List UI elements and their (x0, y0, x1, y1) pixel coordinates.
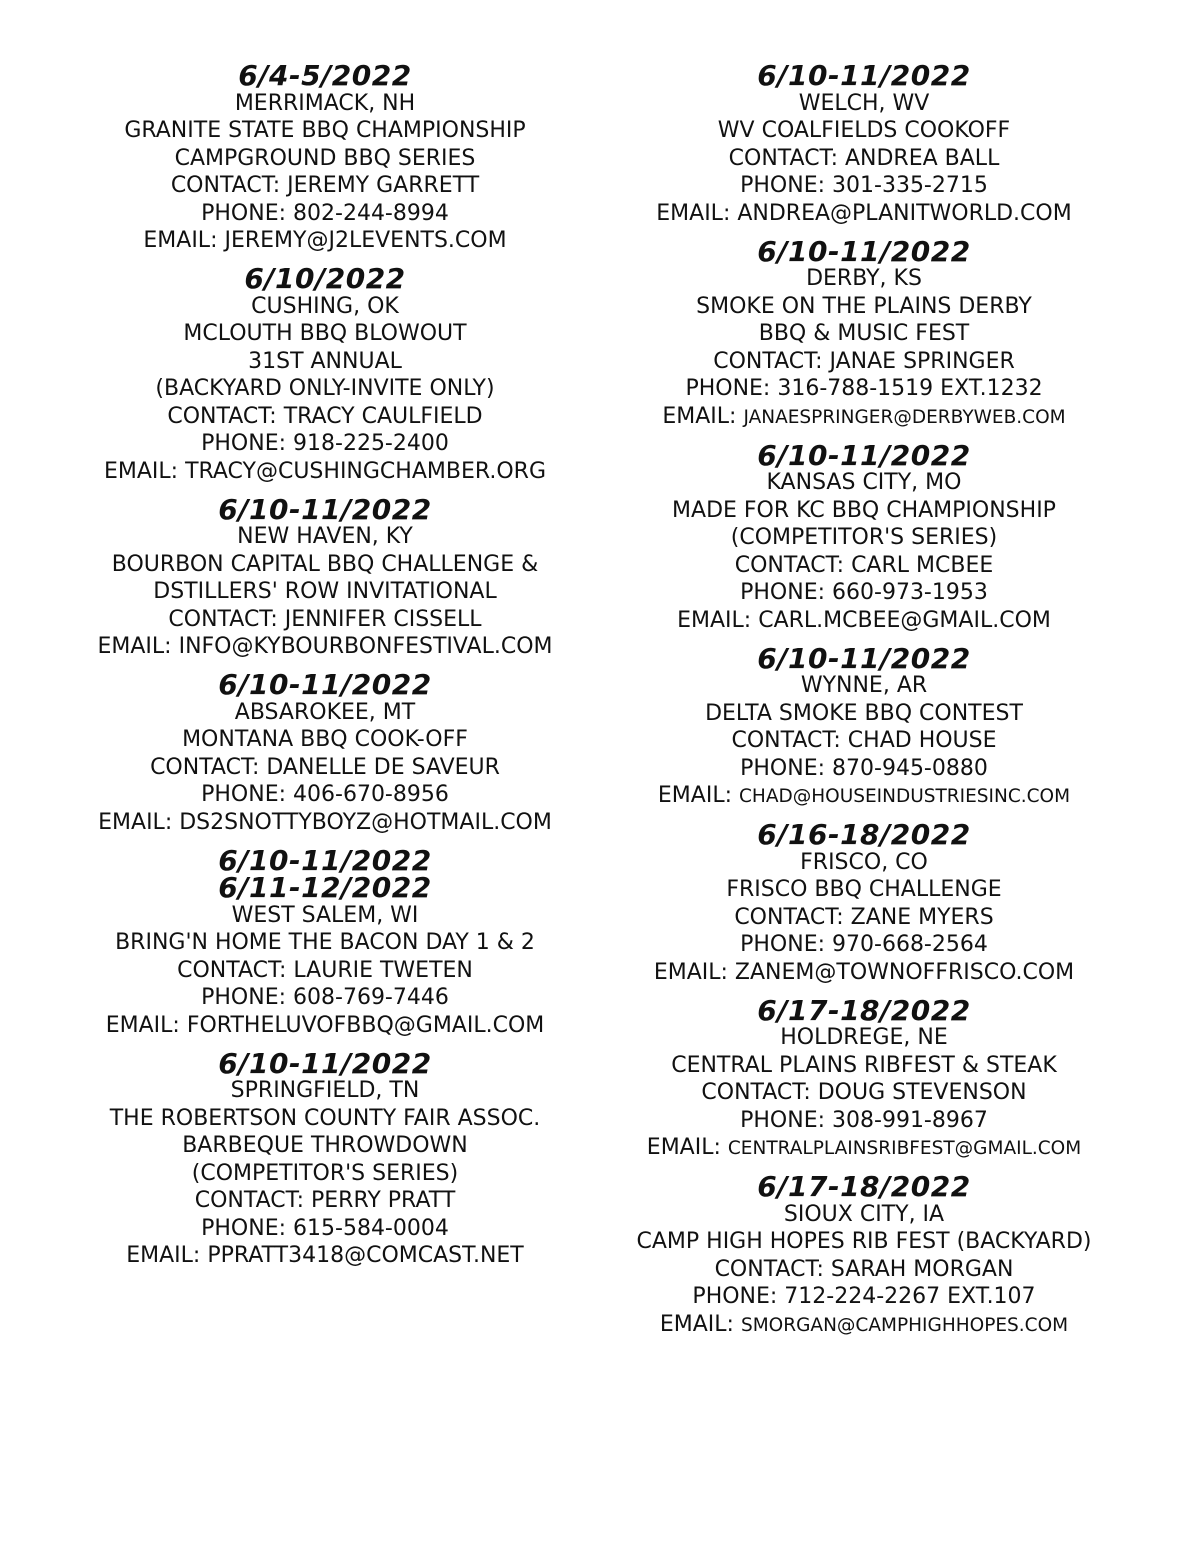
event-detail-line: CONTACT: TRACY CAULFIELD (167, 403, 483, 429)
email-address: PPRATT3418@COMCAST.NET (207, 1243, 524, 1268)
event-detail-line: PHONE: 970-668-2564 (740, 932, 988, 957)
email-address: CHAD@HOUSEINDUSTRIESINC.COM (739, 786, 1071, 807)
event-detail-line: MADE FOR KC BBQ CHAMPIONSHIP (672, 497, 1056, 523)
email-address: TRACY@CUSHINGCHAMBER.ORG (185, 458, 547, 484)
event-location: SPRINGFIELD, TN (230, 1078, 420, 1103)
event-email-line (55, 1242, 595, 1270)
event-listing (55, 843, 595, 1040)
email-address: ZANEM@TOWNOFFRISCO.COM (734, 959, 1075, 985)
event-email-line (600, 200, 1128, 228)
event-detail-line: GRANITE STATE BBQ CHAMPIONSHIP (124, 118, 526, 143)
event-location: WELCH, WV (798, 90, 930, 116)
email-label: EMAIL: (105, 1012, 180, 1038)
event-detail-line: FRISCO BBQ CHALLENGE (726, 877, 1002, 902)
event-listing (55, 262, 595, 485)
event-detail-line: PHONE: 301-335-2715 (740, 173, 988, 198)
event-detail-line: CAMPGROUND BBQ SERIES (174, 145, 476, 171)
email-address: CARL.MCBEE@GMAIL.COM (758, 607, 1051, 633)
event-detail-line: PHONE: 802-244-8994 (201, 200, 449, 226)
event-detail-line: PHONE: 918-225-2400 (201, 431, 449, 456)
event-listing (600, 818, 1128, 986)
event-email-line (55, 1012, 595, 1040)
event-listing (600, 234, 1128, 432)
email-label: EMAIL: (657, 783, 732, 808)
event-detail-line: MCLOUTH BBQ BLOWOUT (183, 321, 467, 346)
event-detail-line: BARBEQUE THROWDOWN (182, 1133, 468, 1158)
event-detail-line: BBQ & MUSIC FEST (758, 321, 970, 346)
event-email-line (600, 607, 1128, 635)
event-detail-line: (COMPETITOR'S SERIES) (191, 1160, 459, 1186)
event-listing (600, 438, 1128, 635)
event-date: 6/10-11/2022 (757, 641, 971, 675)
event-detail-line: PHONE: 608-769-7446 (201, 985, 449, 1010)
event-email-line (600, 782, 1128, 811)
event-detail-line: MONTANA BBQ COOK-OFF (182, 727, 468, 752)
email-address: INFO@KYBOURBONFESTIVAL.COM (178, 634, 553, 659)
event-location: FRISCO, CO (800, 849, 928, 875)
event-date: 6/10-11/2022 (218, 843, 432, 877)
event-email-line (55, 633, 595, 661)
event-detail-line: 31ST ANNUAL (248, 348, 402, 374)
event-detail-line: DSTILLERS' ROW INVITATIONAL (153, 579, 497, 604)
event-date: 6/10-11/2022 (218, 492, 432, 526)
event-location: WYNNE, AR (800, 673, 928, 698)
email-label: EMAIL: (126, 1243, 201, 1268)
email-label: EMAIL: (98, 809, 173, 835)
event-detail-line: PHONE: 660-973-1953 (740, 580, 988, 605)
event-email-line (600, 1134, 1128, 1163)
event-detail-line: CONTACT: CARL MCBEE (734, 552, 994, 578)
event-detail-line: SMOKE ON THE PLAINS DERBY (696, 293, 1032, 319)
event-detail-line: BRING'N HOME THE BACON DAY 1 & 2 (115, 930, 535, 955)
event-detail-line: CONTACT: PERRY PRATT (194, 1188, 456, 1213)
event-detail-line: CAMP HIGH HOPES RIB FEST (BACKYARD) (636, 1229, 1092, 1254)
event-detail-line: CONTACT: DANELLE DE SAVEUR (150, 754, 500, 780)
email-label: EMAIL: (662, 403, 737, 429)
event-location: SIOUX CITY, IA (783, 1201, 945, 1227)
event-detail-line: CONTACT: ANDREA BALL (728, 145, 1000, 171)
event-detail-line: PHONE: 870-945-0880 (740, 755, 988, 781)
event-location: WEST SALEM, WI (231, 902, 419, 928)
event-listing (600, 1170, 1128, 1339)
event-detail-line: DELTA SMOKE BBQ CONTEST (705, 700, 1023, 726)
event-email-line (600, 959, 1128, 987)
event-detail-line: CONTACT: SARAH MORGAN (714, 1256, 1014, 1282)
event-detail-line: CONTACT: LAURIE TWETEN (177, 957, 473, 983)
email-address: FORTHELUVOFBBQ@GMAIL.COM (186, 1012, 545, 1038)
event-detail-line: PHONE: 615-584-0004 (201, 1215, 449, 1241)
event-date: 6/10-11/2022 (757, 59, 971, 92)
event-detail-line: (COMPETITOR'S SERIES) (730, 525, 998, 550)
email-label: EMAIL: (646, 1135, 721, 1160)
event-email-line (600, 403, 1128, 432)
event-listing (55, 492, 595, 661)
email-label: EMAIL: (103, 458, 179, 484)
event-date: 6/10-11/2022 (218, 668, 432, 701)
event-location: MERRIMACK, NH (234, 90, 416, 116)
event-listing (55, 59, 595, 255)
email-label: EMAIL: (143, 228, 218, 253)
event-detail-line: BOURBON CAPITAL BBQ CHALLENGE & (111, 551, 539, 577)
event-date: 6/4-5/2022 (238, 59, 412, 92)
email-label: EMAIL: (97, 634, 172, 659)
event-detail-line: PHONE: 712-224-2267 EXT.107 (692, 1284, 1036, 1309)
event-listing (55, 668, 595, 836)
event-date: 6/10-11/2022 (757, 438, 971, 472)
event-location: NEW HAVEN, KY (237, 524, 413, 549)
event-detail-line: PHONE: 308-991-8967 (740, 1107, 988, 1133)
event-location: CUSHING, OK (251, 293, 399, 319)
event-detail-line: PHONE: 406-670-8956 (201, 782, 449, 807)
event-listing (55, 1046, 595, 1270)
email-address: CENTRALPLAINSRIBFEST@GMAIL.COM (727, 1138, 1082, 1159)
event-email-line (600, 1311, 1128, 1340)
email-label: EMAIL: (653, 959, 728, 985)
event-listing (600, 641, 1128, 811)
event-location: DERBY, KS (806, 266, 922, 291)
event-email-line (55, 809, 595, 837)
email-address: ANDREA@PLANITWORLD.COM (737, 200, 1072, 226)
event-email-line (55, 227, 595, 255)
event-detail-line: THE ROBERTSON COUNTY FAIR ASSOC. (109, 1105, 541, 1131)
event-detail-line: PHONE: 316-788-1519 EXT.1232 (685, 376, 1043, 401)
event-date: 6/16-18/2022 (757, 818, 971, 851)
email-address: JANAESPRINGER@DERBYWEB.COM (743, 406, 1066, 428)
event-date: 6/17-18/2022 (757, 1170, 971, 1203)
event-detail-line: CONTACT: JANAE SPRINGER (713, 348, 1015, 374)
right-column (600, 59, 1128, 1350)
event-detail-line: (BACKYARD ONLY-INVITE ONLY) (155, 376, 495, 401)
event-detail-line: CONTACT: CHAD HOUSE (731, 728, 997, 753)
event-location: KANSAS CITY, MO (766, 470, 962, 495)
event-detail-line: CONTACT: DOUG STEVENSON (701, 1080, 1027, 1105)
event-email-line (55, 458, 595, 486)
event-listing (600, 59, 1128, 227)
event-detail-line: WV COALFIELDS COOKOFF (717, 118, 1011, 143)
event-listing (600, 993, 1128, 1163)
event-date: 6/10-11/2022 (218, 1046, 432, 1080)
email-label: EMAIL: (677, 607, 752, 633)
event-detail-line: CONTACT: JEREMY GARRETT (170, 173, 480, 198)
email-address: DS2SNOTTYBOYZ@HOTMAIL.COM (179, 809, 552, 835)
email-address: SMORGAN@CAMPHIGHHOPES.COM (740, 1314, 1069, 1336)
event-detail-line: CONTACT: ZANE MYERS (734, 904, 994, 930)
event-date: 6/17-18/2022 (757, 993, 971, 1027)
event-date: 6/10/2022 (244, 262, 406, 295)
event-detail-line: CONTACT: JENNIFER CISSELL (168, 606, 482, 632)
event-detail-line: CENTRAL PLAINS RIBFEST & STEAK (671, 1052, 1057, 1078)
left-column (55, 59, 595, 1280)
event-date: 6/10-11/2022 (757, 234, 971, 268)
event-date: 6/11-12/2022 (218, 871, 432, 904)
event-location: ABSAROKEE, MT (234, 699, 416, 725)
email-label: EMAIL: (656, 200, 731, 226)
event-location: HOLDREGE, NE (780, 1025, 948, 1050)
email-address: JEREMY@J2LEVENTS.COM (224, 228, 507, 253)
email-label: EMAIL: (659, 1311, 734, 1337)
